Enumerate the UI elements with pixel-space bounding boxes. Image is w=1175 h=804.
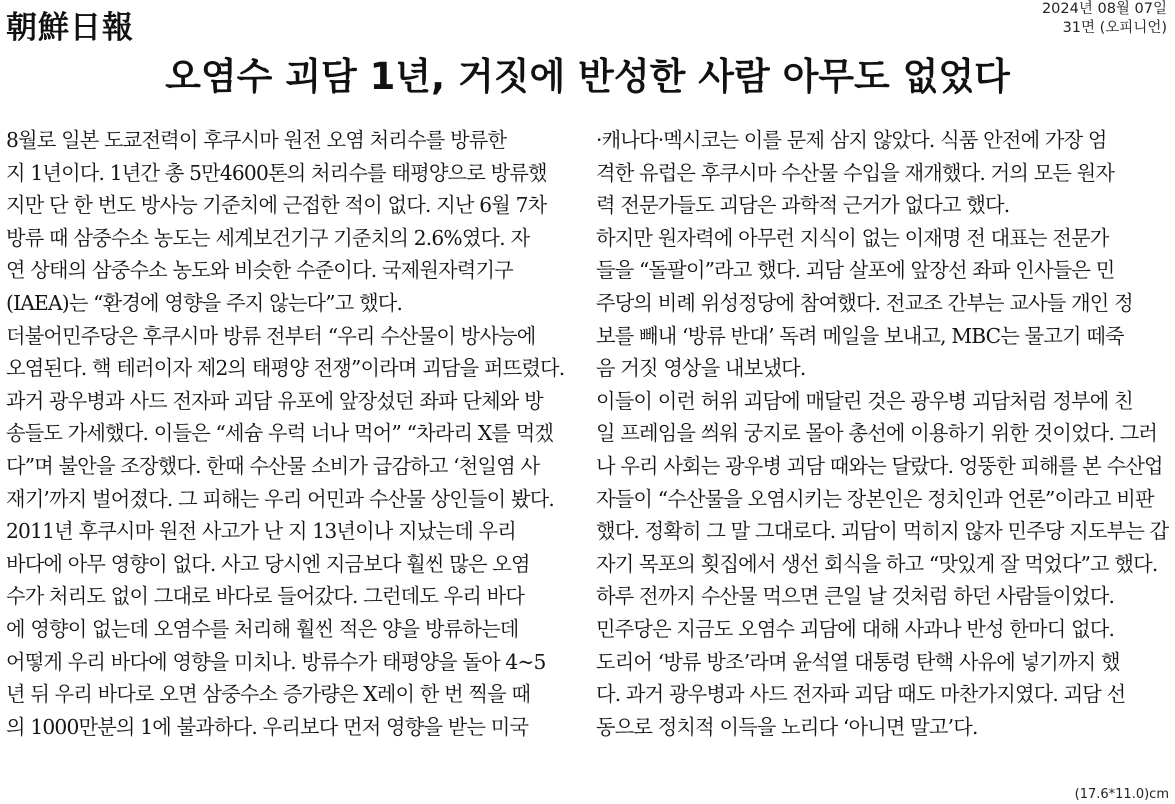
- article-line: 하지만 원자력에 아무런 지식이 없는 이재명 전 대표는 전문가: [596, 225, 1109, 250]
- article-line: 2011년 후쿠시마 원전 사고가 난 지 13년이나 지났는데 우리: [6, 519, 516, 544]
- article-line: 이들이 이런 허위 괴담에 매달린 것은 광우병 괴담처럼 정부에 친: [596, 388, 1133, 413]
- article-column-right: [596, 124, 1171, 743]
- article-line: 연 상태의 삼중수소 농도와 비슷한 수준이다. 국제원자력기구: [6, 258, 513, 283]
- article-line: (IAEA)는 “환경에 영향을 주지 않는다”고 했다.: [6, 290, 403, 315]
- newspaper-masthead: 朝鮮日報: [6, 10, 134, 46]
- article-line: 수가 처리도 없이 그대로 바다로 들어갔다. 그런데도 우리 바다: [6, 584, 525, 609]
- article-line: 하루 전까지 수산물 먹으면 큰일 날 것처럼 하던 사람들이었다.: [596, 584, 1115, 609]
- article-line: 했다. 정확히 그 말 그대로다. 괴담이 먹히지 않자 민주당 지도부는 갑: [596, 519, 1169, 544]
- article-line: 의 1000만분의 1에 불과하다. 우리보다 먼저 영향을 받는 미국: [6, 714, 529, 739]
- article-line: 과거 광우병과 사드 전자파 괴담 유포에 앞장섰던 좌파 단체와 방: [6, 388, 543, 413]
- article-line: 년 뒤 우리 바다로 오면 삼중수소 증가량은 X레이 한 번 찍을 때: [6, 682, 531, 707]
- article-line: 지 1년이다. 1년간 총 5만4600톤의 처리수를 태평양으로 방류했: [6, 160, 547, 185]
- article-line: 송들도 가세했다. 이들은 “세슘 우럭 너나 먹어” “차라리 X를 먹겠: [6, 421, 554, 446]
- article-line: 방류 때 삼중수소 농도는 세계보건기구 기준치의 2.6%였다. 자: [6, 225, 530, 250]
- article-line: 재기’까지 벌어졌다. 그 피해는 우리 어민과 수산물 상인들이 봤다.: [6, 486, 555, 511]
- article-line: 8월로 일본 도쿄전력이 후쿠시마 원전 오염 처리수를 방류한: [6, 128, 507, 152]
- article-line: 보를 빼내 ‘방류 반대’ 독려 메일을 보내고, MBC는 물고기 떼죽: [596, 323, 1124, 348]
- article-line: 오염된다. 핵 테러이자 제2의 태평양 전쟁”이라며 괴담을 퍼뜨렸다.: [6, 356, 565, 381]
- article-line: 어떻게 우리 바다에 영향을 미치나. 방류수가 태평양을 돌아 4~5: [6, 649, 546, 674]
- article-column-left: [6, 124, 578, 743]
- article-line: 들을 “돌팔이”라고 했다. 괴담 살포에 앞장선 좌파 인사들은 민: [596, 258, 1115, 283]
- page-section: 31면 (오피니언): [1062, 20, 1167, 36]
- article-line: 지만 단 한 번도 방사능 기준치에 근접한 적이 없다. 지난 6월 7차: [6, 193, 547, 218]
- article-line: 바다에 아무 영향이 없다. 사고 당시엔 지금보다 훨씬 많은 오염: [6, 551, 530, 576]
- article-line: 도리어 ‘방류 방조’라며 윤석열 대통령 탄핵 사유에 넣기까지 했: [596, 649, 1120, 674]
- clipping-dimensions: (17.6*11.0)cm: [1074, 787, 1169, 802]
- publication-meta: [1042, 0, 1167, 38]
- article-line: 에 영향이 없는데 오염수를 처리해 훨씬 적은 양을 방류하는데: [6, 616, 519, 641]
- article-line: 다”며 불안을 조장했다. 한때 수산물 소비가 급감하고 ‘천일염 사: [6, 453, 540, 478]
- article-line: 격한 유럽은 후쿠시마 수산물 수입을 재개했다. 거의 모든 원자: [596, 160, 1115, 185]
- article-line: ·캐나다·멕시코는 이를 문제 삼지 않았다. 식품 안전에 가장 엄: [596, 128, 1107, 152]
- article-line: 자기 목포의 횟집에서 생선 회식을 하고 “맛있게 잘 먹었다”고 했다.: [596, 551, 1158, 576]
- article-line: 나 우리 사회는 광우병 괴담 때와는 달랐다. 엉뚱한 피해를 본 수산업: [596, 453, 1163, 478]
- article-line: 다. 과거 광우병과 사드 전자파 괴담 때도 마찬가지였다. 괴담 선: [596, 682, 1126, 707]
- article-line: 음 거짓 영상을 내보냈다.: [596, 356, 806, 381]
- article-line: 민주당은 지금도 오염수 괴담에 대해 사과나 반성 한마디 없다.: [596, 616, 1115, 641]
- publication-date: 2024년 08월 07일: [1041, 1, 1167, 17]
- article-line: 력 전문가들도 괴담은 과학적 근거가 없다고 했다.: [596, 193, 1010, 218]
- article-line: 주당의 비례 위성정당에 참여했다. 전교조 간부는 교사들 개인 정: [596, 290, 1133, 315]
- article-line: 더불어민주당은 후쿠시마 방류 전부터 “우리 수산물이 방사능에: [6, 323, 536, 348]
- article-line: 자들이 “수산물을 오염시키는 장본인은 정치인과 언론”이라고 비판: [596, 486, 1154, 511]
- article-line: 일 프레임을 씌워 궁지로 몰아 총선에 이용하기 위한 것이었다. 그러: [596, 421, 1158, 446]
- article-line: 동으로 정치적 이득을 노리다 ‘아니면 말고’다.: [596, 714, 978, 739]
- article-headline: 오염수 괴담 1년, 거짓에 반성한 사람 아무도 없었다: [165, 55, 1010, 98]
